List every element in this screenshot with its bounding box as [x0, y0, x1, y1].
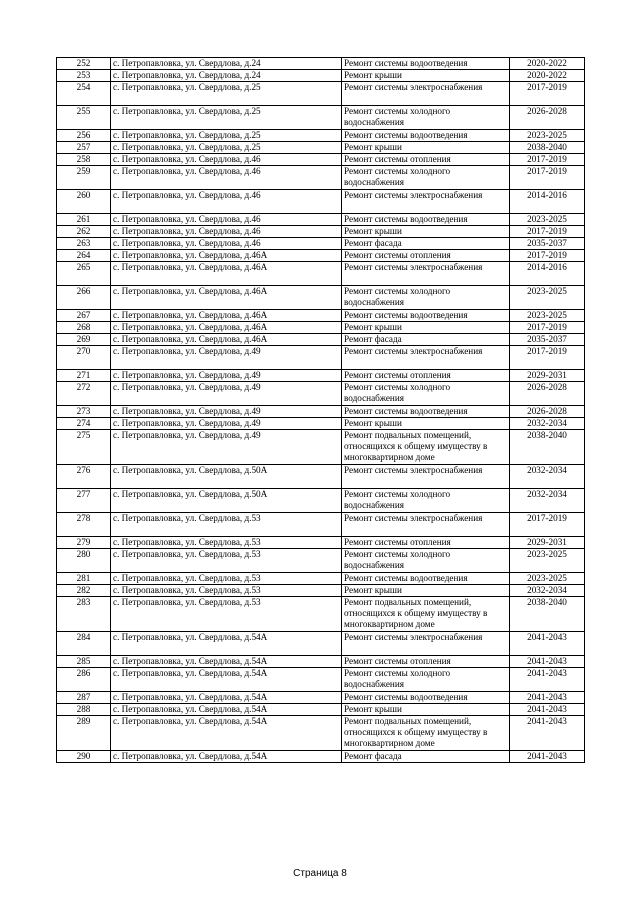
- table-row: [57, 573, 585, 585]
- table-row: [57, 585, 585, 597]
- period-cell: 2017-2019: [510, 166, 585, 190]
- row-number-cell: 284: [57, 632, 111, 656]
- work-type-cell: Ремонт подвальных помещений, относящихся к общему имуществу в многоквартирном доме: [342, 597, 510, 632]
- row-number-cell: 281: [57, 573, 111, 585]
- period-cell: 2017-2019: [510, 513, 585, 537]
- row-number-cell: 264: [57, 250, 111, 262]
- row-number-cell: 286: [57, 668, 111, 692]
- work-type-cell: Ремонт системы электроснабжения: [342, 262, 510, 286]
- period-cell: 2017-2019: [510, 154, 585, 166]
- work-type-cell: Ремонт системы электроснабжения: [342, 632, 510, 656]
- table-row: [57, 346, 585, 370]
- row-number-cell: 260: [57, 190, 111, 214]
- work-type-cell: Ремонт крыши: [342, 142, 510, 154]
- period-cell: 2020-2022: [510, 58, 585, 70]
- row-number-cell: 268: [57, 322, 111, 334]
- work-type-cell: Ремонт системы электроснабжения: [342, 82, 510, 106]
- address-cell: с. Петропавловка, ул. Свердлова, д.46: [111, 166, 342, 190]
- table-row: [57, 418, 585, 430]
- work-type-cell: Ремонт системы водоотведения: [342, 692, 510, 704]
- address-cell: с. Петропавловка, ул. Свердлова, д.49: [111, 406, 342, 418]
- table-row: [57, 70, 585, 82]
- period-cell: 2038-2040: [510, 430, 585, 465]
- address-cell: с. Петропавловка, ул. Свердлова, д.49: [111, 382, 342, 406]
- period-cell: 2041-2043: [510, 656, 585, 668]
- period-cell: 2023-2025: [510, 549, 585, 573]
- address-cell: с. Петропавловка, ул. Свердлова, д.25: [111, 106, 342, 130]
- work-type-cell: Ремонт системы отопления: [342, 154, 510, 166]
- address-cell: с. Петропавловка, ул. Свердлова, д.46А: [111, 262, 342, 286]
- work-type-cell: Ремонт крыши: [342, 70, 510, 82]
- table-row: [57, 430, 585, 465]
- table-row: [57, 82, 585, 106]
- table-row: [57, 370, 585, 382]
- period-cell: 2038-2040: [510, 142, 585, 154]
- work-type-cell: Ремонт фасада: [342, 334, 510, 346]
- table-row: [57, 704, 585, 716]
- work-type-cell: Ремонт системы электроснабжения: [342, 513, 510, 537]
- address-cell: с. Петропавловка, ул. Свердлова, д.46А: [111, 334, 342, 346]
- address-cell: с. Петропавловка, ул. Свердлова, д.24: [111, 58, 342, 70]
- table-row: [57, 406, 585, 418]
- period-cell: 2023-2025: [510, 214, 585, 226]
- period-cell: 2041-2043: [510, 692, 585, 704]
- address-cell: с. Петропавловка, ул. Свердлова, д.53: [111, 573, 342, 585]
- address-cell: с. Петропавловка, ул. Свердлова, д.46А: [111, 250, 342, 262]
- period-cell: 2029-2031: [510, 370, 585, 382]
- address-cell: с. Петропавловка, ул. Свердлова, д.46А: [111, 322, 342, 334]
- address-cell: с. Петропавловка, ул. Свердлова, д.54А: [111, 632, 342, 656]
- table-row: [57, 142, 585, 154]
- row-number-cell: 287: [57, 692, 111, 704]
- row-number-cell: 277: [57, 489, 111, 513]
- table-row: [57, 58, 585, 70]
- period-cell: 2020-2022: [510, 70, 585, 82]
- address-cell: с. Петропавловка, ул. Свердлова, д.46: [111, 190, 342, 214]
- repair-schedule-table: [56, 57, 585, 763]
- table-row: [57, 632, 585, 656]
- row-number-cell: 271: [57, 370, 111, 382]
- table-row: [57, 130, 585, 142]
- table-row: [57, 382, 585, 406]
- period-cell: 2017-2019: [510, 346, 585, 370]
- table-row: [57, 537, 585, 549]
- address-cell: с. Петропавловка, ул. Свердлова, д.46: [111, 214, 342, 226]
- period-cell: 2041-2043: [510, 751, 585, 763]
- period-cell: 2017-2019: [510, 82, 585, 106]
- address-cell: с. Петропавловка, ул. Свердлова, д.49: [111, 370, 342, 382]
- row-number-cell: 289: [57, 716, 111, 751]
- period-cell: 2032-2034: [510, 585, 585, 597]
- work-type-cell: Ремонт системы холодного водоснабжения: [342, 549, 510, 573]
- work-type-cell: Ремонт системы водоотведения: [342, 214, 510, 226]
- period-cell: 2041-2043: [510, 632, 585, 656]
- address-cell: с. Петропавловка, ул. Свердлова, д.46: [111, 154, 342, 166]
- row-number-cell: 282: [57, 585, 111, 597]
- work-type-cell: Ремонт фасада: [342, 751, 510, 763]
- work-type-cell: Ремонт системы холодного водоснабжения: [342, 668, 510, 692]
- address-cell: с. Петропавловка, ул. Свердлова, д.54А: [111, 692, 342, 704]
- row-number-cell: 266: [57, 286, 111, 310]
- work-type-cell: Ремонт крыши: [342, 226, 510, 238]
- period-cell: 2023-2025: [510, 310, 585, 322]
- row-number-cell: 269: [57, 334, 111, 346]
- work-type-cell: Ремонт системы электроснабжения: [342, 346, 510, 370]
- period-cell: 2026-2028: [510, 106, 585, 130]
- work-type-cell: Ремонт системы водоотведения: [342, 573, 510, 585]
- table-row: [57, 238, 585, 250]
- period-cell: 2023-2025: [510, 573, 585, 585]
- period-cell: 2032-2034: [510, 465, 585, 489]
- period-cell: 2017-2019: [510, 226, 585, 238]
- address-cell: с. Петропавловка, ул. Свердлова, д.46А: [111, 286, 342, 310]
- period-cell: 2026-2028: [510, 406, 585, 418]
- work-type-cell: Ремонт системы отопления: [342, 656, 510, 668]
- work-type-cell: Ремонт крыши: [342, 418, 510, 430]
- address-cell: с. Петропавловка, ул. Свердлова, д.49: [111, 346, 342, 370]
- row-number-cell: 255: [57, 106, 111, 130]
- address-cell: с. Петропавловка, ул. Свердлова, д.46: [111, 226, 342, 238]
- address-cell: с. Петропавловка, ул. Свердлова, д.49: [111, 430, 342, 465]
- address-cell: с. Петропавловка, ул. Свердлова, д.25: [111, 142, 342, 154]
- row-number-cell: 253: [57, 70, 111, 82]
- address-cell: с. Петропавловка, ул. Свердлова, д.54А: [111, 751, 342, 763]
- row-number-cell: 276: [57, 465, 111, 489]
- address-cell: с. Петропавловка, ул. Свердлова, д.25: [111, 82, 342, 106]
- work-type-cell: Ремонт системы водоотведения: [342, 310, 510, 322]
- address-cell: с. Петропавловка, ул. Свердлова, д.53: [111, 585, 342, 597]
- address-cell: с. Петропавловка, ул. Свердлова, д.54А: [111, 656, 342, 668]
- address-cell: с. Петропавловка, ул. Свердлова, д.50А: [111, 489, 342, 513]
- work-type-cell: Ремонт системы отопления: [342, 370, 510, 382]
- period-cell: 2038-2040: [510, 597, 585, 632]
- address-cell: с. Петропавловка, ул. Свердлова, д.24: [111, 70, 342, 82]
- work-type-cell: Ремонт системы холодного водоснабжения: [342, 489, 510, 513]
- work-type-cell: Ремонт системы водоотведения: [342, 58, 510, 70]
- table-row: [57, 716, 585, 751]
- row-number-cell: 290: [57, 751, 111, 763]
- row-number-cell: 274: [57, 418, 111, 430]
- table-row: [57, 310, 585, 322]
- work-type-cell: Ремонт фасада: [342, 238, 510, 250]
- row-number-cell: 278: [57, 513, 111, 537]
- row-number-cell: 254: [57, 82, 111, 106]
- address-cell: с. Петропавловка, ул. Свердлова, д.46А: [111, 310, 342, 322]
- table-row: [57, 656, 585, 668]
- period-cell: 2035-2037: [510, 238, 585, 250]
- period-cell: 2041-2043: [510, 668, 585, 692]
- table-body: [57, 58, 585, 763]
- address-cell: с. Петропавловка, ул. Свердлова, д.53: [111, 537, 342, 549]
- period-cell: 2041-2043: [510, 704, 585, 716]
- period-cell: 2023-2025: [510, 130, 585, 142]
- work-type-cell: Ремонт системы электроснабжения: [342, 465, 510, 489]
- period-cell: 2035-2037: [510, 334, 585, 346]
- work-type-cell: Ремонт системы водоотведения: [342, 130, 510, 142]
- work-type-cell: Ремонт крыши: [342, 322, 510, 334]
- row-number-cell: 280: [57, 549, 111, 573]
- period-cell: 2029-2031: [510, 537, 585, 549]
- work-type-cell: Ремонт системы холодного водоснабжения: [342, 166, 510, 190]
- table-row: [57, 154, 585, 166]
- period-cell: 2017-2019: [510, 322, 585, 334]
- row-number-cell: 252: [57, 58, 111, 70]
- row-number-cell: 258: [57, 154, 111, 166]
- table-row: [57, 250, 585, 262]
- row-number-cell: 273: [57, 406, 111, 418]
- address-cell: с. Петропавловка, ул. Свердлова, д.25: [111, 130, 342, 142]
- row-number-cell: 257: [57, 142, 111, 154]
- table-row: [57, 334, 585, 346]
- work-type-cell: Ремонт подвальных помещений, относящихся к общему имуществу в многоквартирном доме: [342, 430, 510, 465]
- table-row: [57, 668, 585, 692]
- row-number-cell: 263: [57, 238, 111, 250]
- address-cell: с. Петропавловка, ул. Свердлова, д.53: [111, 513, 342, 537]
- address-cell: с. Петропавловка, ул. Свердлова, д.54А: [111, 716, 342, 751]
- work-type-cell: Ремонт системы холодного водоснабжения: [342, 286, 510, 310]
- table-row: [57, 106, 585, 130]
- address-cell: с. Петропавловка, ул. Свердлова, д.53: [111, 549, 342, 573]
- table-row: [57, 322, 585, 334]
- table-row: [57, 751, 585, 763]
- table-row: [57, 166, 585, 190]
- row-number-cell: 262: [57, 226, 111, 238]
- table-row: [57, 214, 585, 226]
- period-cell: 2014-2016: [510, 190, 585, 214]
- period-cell: 2026-2028: [510, 382, 585, 406]
- table-row: [57, 190, 585, 214]
- row-number-cell: 272: [57, 382, 111, 406]
- address-cell: с. Петропавловка, ул. Свердлова, д.54А: [111, 704, 342, 716]
- address-cell: с. Петропавловка, ул. Свердлова, д.49: [111, 418, 342, 430]
- row-number-cell: 285: [57, 656, 111, 668]
- row-number-cell: 275: [57, 430, 111, 465]
- address-cell: с. Петропавловка, ул. Свердлова, д.54А: [111, 668, 342, 692]
- work-type-cell: Ремонт подвальных помещений, относящихся к общему имуществу в многоквартирном доме: [342, 716, 510, 751]
- work-type-cell: Ремонт системы отопления: [342, 250, 510, 262]
- work-type-cell: Ремонт крыши: [342, 704, 510, 716]
- period-cell: 2032-2034: [510, 418, 585, 430]
- period-cell: 2041-2043: [510, 716, 585, 751]
- period-cell: 2014-2016: [510, 262, 585, 286]
- row-number-cell: 261: [57, 214, 111, 226]
- table-row: [57, 549, 585, 573]
- row-number-cell: 256: [57, 130, 111, 142]
- table-row: [57, 597, 585, 632]
- period-cell: 2017-2019: [510, 250, 585, 262]
- work-type-cell: Ремонт системы отопления: [342, 537, 510, 549]
- period-cell: 2032-2034: [510, 489, 585, 513]
- row-number-cell: 279: [57, 537, 111, 549]
- table-row: [57, 286, 585, 310]
- table-row: [57, 226, 585, 238]
- address-cell: с. Петропавловка, ул. Свердлова, д.50А: [111, 465, 342, 489]
- address-cell: с. Петропавловка, ул. Свердлова, д.53: [111, 597, 342, 632]
- row-number-cell: 270: [57, 346, 111, 370]
- work-type-cell: Ремонт системы электроснабжения: [342, 190, 510, 214]
- row-number-cell: 283: [57, 597, 111, 632]
- page-number: Страница 8: [293, 868, 347, 879]
- work-type-cell: Ремонт системы холодного водоснабжения: [342, 106, 510, 130]
- work-type-cell: Ремонт системы водоотведения: [342, 406, 510, 418]
- address-cell: с. Петропавловка, ул. Свердлова, д.46: [111, 238, 342, 250]
- work-type-cell: Ремонт системы холодного водоснабжения: [342, 382, 510, 406]
- table-row: [57, 489, 585, 513]
- row-number-cell: 267: [57, 310, 111, 322]
- work-type-cell: Ремонт крыши: [342, 585, 510, 597]
- row-number-cell: 288: [57, 704, 111, 716]
- row-number-cell: 265: [57, 262, 111, 286]
- row-number-cell: 259: [57, 166, 111, 190]
- table-row: [57, 465, 585, 489]
- table-row: [57, 262, 585, 286]
- table-row: [57, 692, 585, 704]
- period-cell: 2023-2025: [510, 286, 585, 310]
- table-row: [57, 513, 585, 537]
